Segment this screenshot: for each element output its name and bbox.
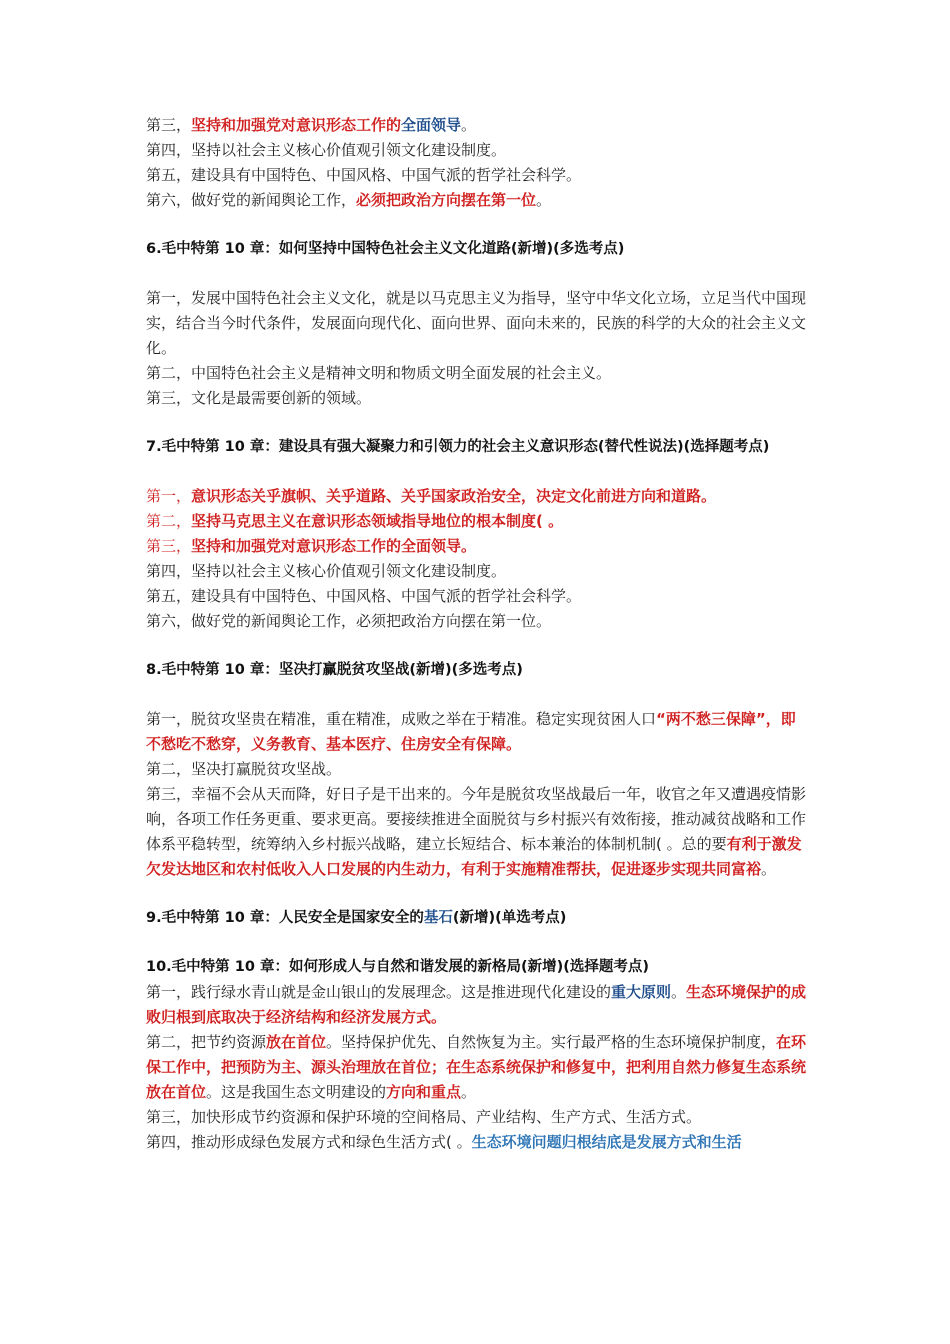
section-6-para-1: 第一，发展中国特色社会主义文化，就是以马克思主义为指导，坚守中华文化立场，立足当代中国现实，结合当今时代条件，发展面向现代化、面向世界、面向未来的，民族的科学的大众的社会主义文化。 (146, 289, 807, 357)
section-6-para-3: 第三，文化是最需要创新的领域。 (146, 389, 372, 407)
section-7-line-2: 第二，坚持马克思主义在意识形态领域指导地位的根本制度( 。 (146, 512, 564, 530)
block1-line-4: 第四，坚持以社会主义核心价值观引领文化建设制度。 (146, 141, 507, 159)
section-8-heading: 8.毛中特第 10 章：坚决打赢脱贫攻坚战(新增)(多选考点) (146, 662, 523, 678)
section-9-heading: 9.毛中特第 10 章：人民安全是国家安全的基石(新增)(单选考点) (146, 910, 567, 926)
block1-line-6: 第六，做好党的新闻舆论工作，必须把政治方向摆在第一位。 (146, 191, 552, 209)
section-10-heading: 10.毛中特第 10 章：如何形成人与自然和谐发展的新格局(新增)(选择题考点) (146, 959, 649, 975)
section-10-para-1: 第一，践行绿水青山就是金山银山的发展理念。这是推进现代化建设的重大原则。生态环境保护的成败归根到底取决于经济结构和经济发展方式。 (146, 983, 807, 1026)
section-7-line-4: 第四，坚持以社会主义核心价值观引领文化建设制度。 (146, 562, 507, 580)
section-10-para-2: 第二，把节约资源放在首位。坚持保护优先、自然恢复为主。实行最严格的生态环境保护制度，在环保工作中，把预防为主、源头治理放在首位；在生态系统保护和修复中，把利用自然力修复生态系统放在首位。这是我国生态文明建设的方向和重点。 (146, 1033, 807, 1101)
document-page (146, 113, 810, 1155)
section-8-para-3: 第三，幸福不会从天而降，好日子是干出来的。今年是脱贫攻坚战最后一年，收官之年又遭遇疫情影响，各项工作任务更重、要求更高。要接续推进全面脱贫与乡村振兴有效衔接，推动减贫战略和工作体系平稳转型，统筹纳入乡村振兴战略，建立长短结合、标本兼治的体制机制( 。总的要有利于激发欠发达地区和农村低收入人口发展的内生动力，有利于实施精准帮扶，促进逐步实现共同富裕。 (146, 785, 807, 878)
block1-line-3: 第三，坚持和加强党对意识形态工作的全面领导。 (146, 116, 477, 134)
section-7-line-5: 第五，建设具有中国特色、中国风格、中国气派的哲学社会科学。 (146, 587, 582, 605)
section-6-heading: 6.毛中特第 10 章：如何坚持中国特色社会主义文化道路(新增)(多选考点) (146, 241, 625, 257)
section-10-para-3: 第三，加快形成节约资源和保护环境的空间格局、产业结构、生产方式、生活方式。 (146, 1108, 702, 1126)
section-6-para-2: 第二，中国特色社会主义是精神文明和物质文明全面发展的社会主义。 (146, 364, 612, 382)
block1-line-5: 第五，建设具有中国特色、中国风格、中国气派的哲学社会科学。 (146, 166, 582, 184)
section-8-para-2: 第二，坚决打赢脱贫攻坚战。 (146, 760, 342, 778)
section-7-line-3: 第三，坚持和加强党对意识形态工作的全面领导。 (146, 537, 477, 555)
section-10-para-4: 第四，推动形成绿色发展方式和绿色生活方式( 。生态环境问题归根结底是发展方式和生活 (146, 1133, 742, 1151)
section-7-heading: 7.毛中特第 10 章：建设具有强大凝聚力和引领力的社会主义意识形态(替代性说法)(选择题考点) (146, 439, 770, 455)
section-7-line-6: 第六，做好党的新闻舆论工作，必须把政治方向摆在第一位。 (146, 612, 552, 630)
section-7-line-1: 第一，意识形态关乎旗帜、关乎道路、关乎国家政治安全，决定文化前进方向和道路。 (146, 487, 717, 505)
section-8-para-1: 第一，脱贫攻坚贵在精准，重在精准，成败之举在于精准。稳定实现贫困人口“两不愁三保障”，即不愁吃不愁穿，义务教育、基本医疗、住房安全有保障。 (146, 710, 796, 753)
